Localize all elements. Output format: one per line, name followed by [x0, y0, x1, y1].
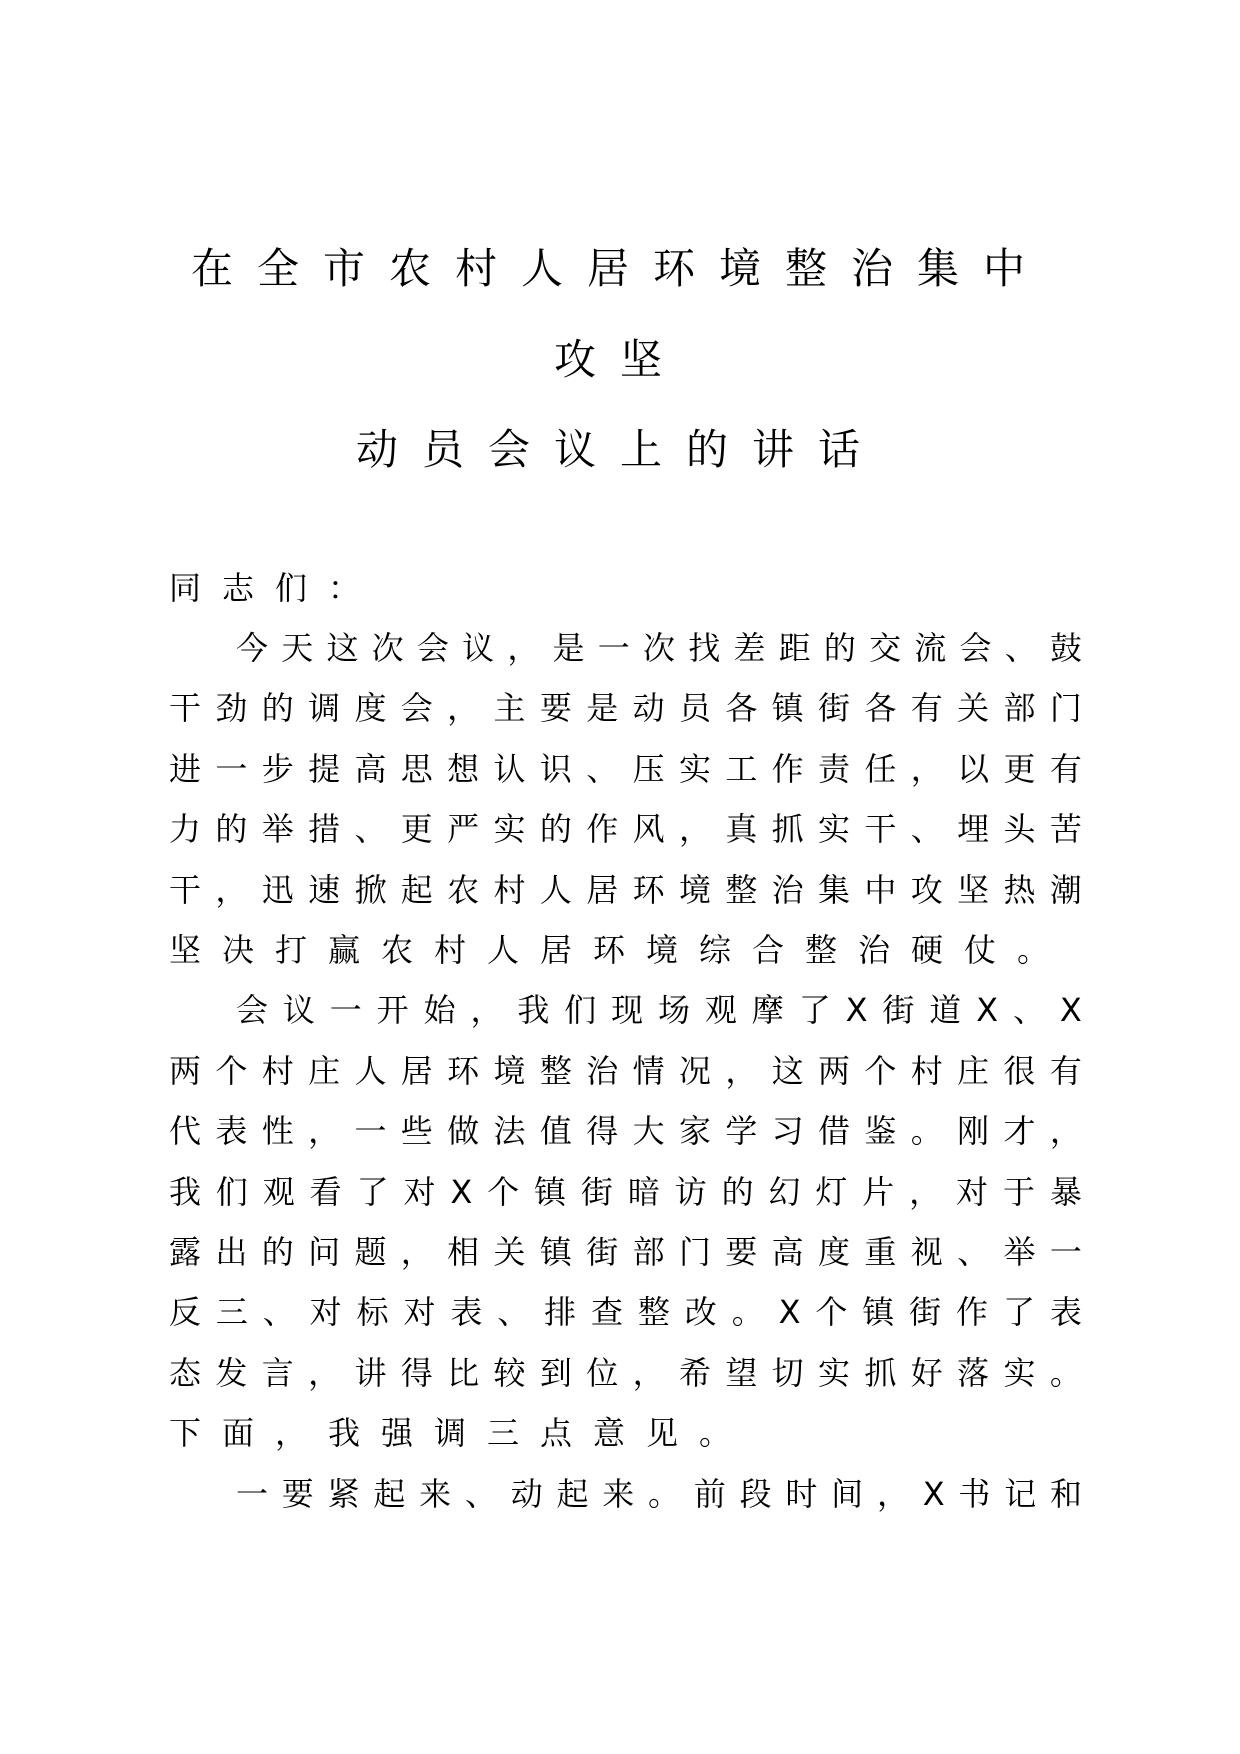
body-line: 露 出 的 问 题 ， 相 关 镇 街 部 门 要 高 度 重 视 、 举 一	[169, 1233, 1082, 1271]
title-line-2: 攻坚	[553, 335, 686, 384]
body-line: 反 三 、 对 标 对 表 、 排 查 整 改 。 X 个 镇 街 作 了 表	[169, 1293, 1082, 1331]
body-line: 态 发 言 ， 讲 得 比 较 到 位 ， 希 望 切 实 抓 好 落 实 。	[169, 1354, 1082, 1392]
title-line-3: 动员会议上的讲话	[355, 425, 884, 474]
body-line: 我 们 观 看 了 对 X 个 镇 街 暗 访 的 幻 灯 片 ， 对 于 暴	[169, 1173, 1082, 1211]
body-line: 进 一 步 提 高 思 想 认 识 、 压 实 工 作 责 任 ， 以 更 有	[169, 750, 1082, 788]
body-line: 代 表 性 ， 一 些 做 法 值 得 大 家 学 习 借 鉴 。 刚 才 ，	[169, 1112, 1082, 1150]
body-line: 干 ， 迅 速 掀 起 农 村 人 居 环 境 整 治 集 中 攻 坚 热 潮	[169, 871, 1082, 909]
title-line-1: 在全市农村人居环境整治集中	[190, 244, 1049, 293]
body-line: 会 议 一 开 始 ， 我 们 现 场 观 摩 了 X 街 道 X 、 X	[236, 991, 1082, 1029]
body-line: 一 要 紧 起 来 、 动 起 来 。 前 段 时 间 ， X 书 记 和	[236, 1475, 1082, 1513]
body-line: 坚决打赢农村人居环境综合整治硬仗。	[169, 931, 1071, 969]
body-line: 力 的 举 措 、 更 严 实 的 作 风 ， 真 抓 实 干 、 埋 头 苦	[169, 810, 1082, 848]
salutation: 同志们：	[169, 569, 382, 607]
body-line: 干 劲 的 调 度 会 ， 主 要 是 动 员 各 镇 街 各 有 关 部 门	[169, 689, 1082, 727]
body-line: 下面，我强调三点意见。	[169, 1414, 753, 1452]
body-line: 两 个 村 庄 人 居 环 境 整 治 情 况 ， 这 两 个 村 庄 很 有	[169, 1052, 1082, 1090]
body-line: 今 天 这 次 会 议 ， 是 一 次 找 差 距 的 交 流 会 、 鼓	[236, 629, 1082, 667]
